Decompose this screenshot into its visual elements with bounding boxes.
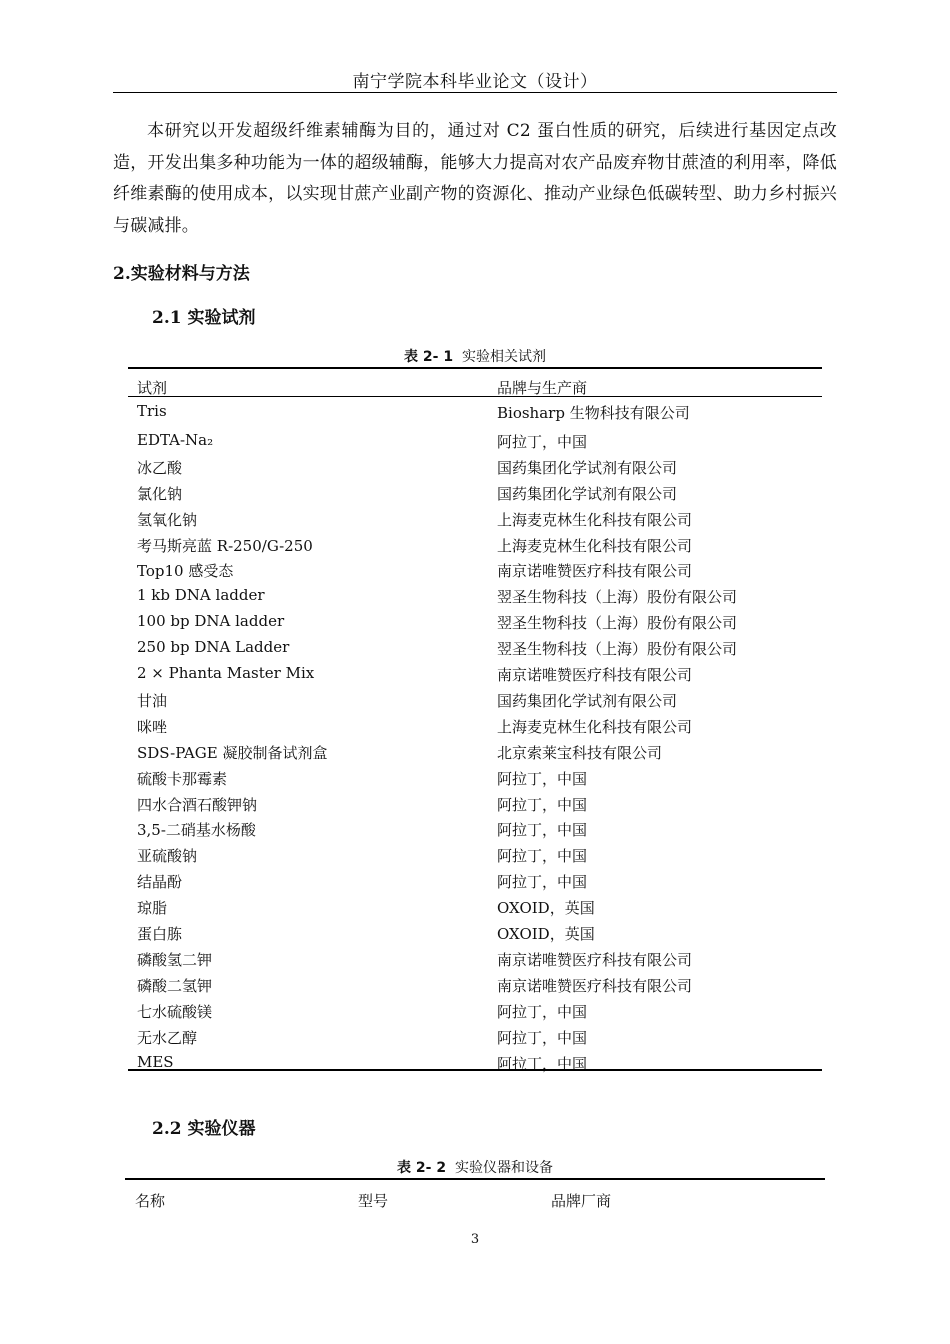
table-1-cell-reagent: 磷酸二氢钾 [137,976,213,995]
table-1-cell-reagent: 结晶酚 [137,873,183,892]
table-1-cell-brand: Biosharp 生物科技有限公司 [497,404,690,422]
table-1-cell-brand: 阿拉丁，中国 [497,1054,588,1073]
table-2-top-rule [125,1178,825,1180]
table-1-cell-reagent: 100 bp DNA ladder [137,612,285,631]
table-1-header-reagent: 试剂 [137,379,168,397]
table-1-cell-reagent: 亚硫酸钠 [137,847,198,866]
table-1-cell-brand: 南京诺唯赞医疗科技有限公司 [497,976,693,995]
table-1-cell-reagent: EDTA-Na₂ [137,430,214,449]
table-1-caption-text: 实验相关试剂 [461,349,546,365]
table-1-cell-reagent: 七水硫酸镁 [137,1002,213,1021]
table-1-cell-brand: 上海麦克林生化科技有限公司 [497,717,693,736]
table-1-cell-reagent: Tris [137,402,167,420]
table-2-header-model: 型号 [358,1192,389,1210]
table-1-cell-brand: 国药集团化学试剂有限公司 [497,691,678,710]
table-1-cell-brand: 国药集团化学试剂有限公司 [497,458,678,477]
table-1-cell-brand: 上海麦克林生化科技有限公司 [497,510,693,529]
table-1-cell-brand: 翌圣生物科技（上海）股份有限公司 [497,614,738,633]
table-1-cell-reagent: 咪唑 [137,717,168,736]
table-1-bottom-rule [128,1069,822,1071]
table-1-cell-reagent: MES [137,1052,174,1071]
table-1-cell-reagent: 250 bp DNA Ladder [137,638,290,657]
table-2-caption [0,1157,950,1177]
table-1-header-rule [128,396,822,397]
table-2-caption-number: 表 2- 2 [397,1160,447,1176]
table-1-cell-brand: 阿拉丁，中国 [497,795,588,814]
table-1-cell-reagent: 2 × Phanta Master Mix [137,664,315,682]
table-1-cell-brand: 南京诺唯赞医疗科技有限公司 [497,950,693,969]
running-header: 南宁学院本科毕业论文（设计） [352,72,598,92]
table-1-cell-brand: 阿拉丁，中国 [497,1002,588,1021]
table-1-cell-reagent: 氢氧化钠 [137,510,198,529]
table-1-cell-brand: 翌圣生物科技（上海）股份有限公司 [497,588,738,607]
header-rule [113,92,837,93]
table-1-cell-reagent: 硫酸卡那霉素 [137,769,228,788]
table-1-cell-reagent: 蛋白胨 [137,925,183,943]
table-1-cell-reagent: 甘油 [137,691,168,710]
table-1-header-brand: 品牌与生产商 [497,379,588,397]
table-1-caption-number: 表 2- 1 [404,349,454,365]
table-1-top-rule [128,367,822,369]
table-1-cell-reagent: SDS-PAGE 凝胶制备试剂盒 [137,743,328,762]
table-1-cell-reagent: 氯化钠 [137,484,183,503]
table-1-cell-brand: OXOID，英国 [497,899,595,918]
table-2-caption-text: 实验仪器和设备 [454,1160,553,1176]
table-1-cell-brand: OXOID，英国 [497,925,595,943]
intro-paragraph: 本研究以开发超级纤维素辅酶为目的，通过对 C2 蛋白性质的研究，后续进行基因定点改造，开发出集多种功能为一体的超级辅酶，能够大力提高对农产品废弃物甘蔗渣的利用率，降低纤维素酶的使用成本，以实现甘蔗产业副产物的资源化、推动产业绿色低碳转型、助力乡村振兴与碳减排。 [113,121,837,236]
table-1-cell-reagent: 无水乙醇 [137,1028,198,1047]
table-2-header-name: 名称 [135,1192,166,1210]
table-1-cell-brand: 阿拉丁，中国 [497,432,588,451]
table-1-cell-brand: 南京诺唯赞医疗科技有限公司 [497,562,693,581]
table-1-cell-brand: 南京诺唯赞医疗科技有限公司 [497,666,693,684]
section-2-2-heading: 2.2 实验仪器 [152,1119,256,1139]
table-1-cell-reagent: 琼脂 [137,899,168,918]
table-1-cell-brand: 阿拉丁，中国 [497,847,588,866]
table-1-cell-reagent: 3,5-二硝基水杨酸 [137,821,256,840]
table-1-caption [0,346,950,366]
table-1-cell-reagent: 磷酸氢二钾 [137,950,213,969]
table-1-cell-reagent: 四水合酒石酸钾钠 [137,795,258,814]
table-1-cell-brand: 阿拉丁，中国 [497,1028,588,1047]
table-1-cell-reagent: 冰乙酸 [137,458,183,477]
table-1-cell-reagent: 考马斯亮蓝 R-250/G-250 [137,536,313,555]
table-1-cell-reagent: 1 kb DNA ladder [137,586,265,605]
table-2-header-brand: 品牌厂商 [551,1192,612,1210]
table-1-cell-brand: 上海麦克林生化科技有限公司 [497,536,693,555]
table-1-cell-brand: 北京索莱宝科技有限公司 [497,743,663,762]
table-1-cell-brand: 阿拉丁，中国 [497,873,588,892]
table-1-cell-brand: 阿拉丁，中国 [497,821,588,840]
table-1-cell-brand: 国药集团化学试剂有限公司 [497,484,678,503]
section-2-heading: 2.实验材料与方法 [113,264,250,284]
table-1-cell-reagent: Top10 感受态 [137,562,234,581]
table-1-cell-brand: 翌圣生物科技（上海）股份有限公司 [497,640,738,659]
section-2-1-heading: 2.1 实验试剂 [152,308,256,328]
page-number: 3 [470,1232,480,1247]
table-1-cell-brand: 阿拉丁，中国 [497,769,588,788]
